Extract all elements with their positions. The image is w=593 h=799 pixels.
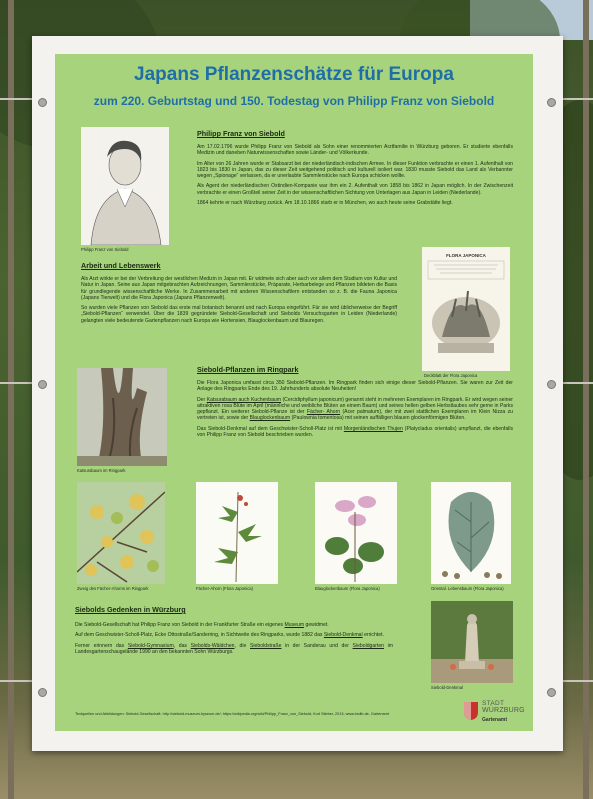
- gymnasium-link[interactable]: Siebold-Gymnasium: [127, 642, 174, 649]
- text: Auf dem Geschwister-Scholl-Platz, Ecke Ottostraße/Sanderring, in Sichtweite des Ringparks, wurde 1882 das: [75, 632, 324, 639]
- bolt: [38, 98, 47, 107]
- siebold-paragraph: 1864 kehrte er nach Würzburg zurück. Am 18.10.1866 starb er in München, wo auch heute seine Grabstätte liegt.: [197, 200, 453, 207]
- flora-caption: Deckblatt der Flora Japonica: [424, 373, 478, 378]
- gallery-caption: Oriental. Lebensbaum (Flora Japonica): [431, 586, 504, 591]
- text: (Acer palmatum), der mit zwei stattlichen Exemplaren im Klein Nizza zu vertreten ist, sowie der: [197, 409, 513, 422]
- text: in der Sanderau und der: [281, 642, 353, 649]
- ringpark-text: [197, 380, 513, 442]
- section-heading-ringpark: Siebold-Pflanzen im Ringpark: [197, 365, 299, 374]
- siebold-text: [197, 144, 513, 210]
- logo-text-gartenamt: Gartenamt: [482, 717, 508, 723]
- sources-footer: Textquellen und Abbildungen: Siebold-Gesellschaft: http://siebold-museum.byseum.de/; https://wikipedia.org/wiki/Philipp_Franz_von_Siebold, Kurt Stieber, 2013; www.biolib.de, Gartenamt: [75, 712, 389, 716]
- text: (Paulownia tomentosa) mit seinen auffälligen blauen glockenförmigen Blüten.: [290, 415, 466, 422]
- waeldchen-link[interactable]: Siebolds-Wäldchen: [190, 642, 235, 649]
- sign-subtitle: zum 220. Geburtstag und 150. Todestag von Philipp Franz von Siebold: [93, 94, 495, 108]
- coat-of-arms-icon: [463, 701, 479, 721]
- arbeit-paragraph: Als Arzt wirkte er bei der Verbreitung der westlichen Medizin in Japan mit. Er widmete sich aber auch vor allem dem Studium von Kultur und Natur in Japan. Seine aus Japan mitgebrachten Aufzeichnungen, Sammlerstücke, Präparate, Herbarbelege und Pflanzen bildeten die Basis für grundlegende wissenschaftliche Werke. In Zusammenarbeit mit anderen Wissenschaftlern entstanden so z. B. die Fauna Japonica (Japans Tierwelt) und die Flora Japonica (Japans Pflanzenwelt).: [81, 276, 397, 301]
- text: , die: [234, 642, 250, 649]
- thujen-link[interactable]: Morgenländischen Thujen: [343, 425, 403, 432]
- flora-cover-title: FLORA JAPONICA: [446, 253, 486, 258]
- bolt: [38, 380, 47, 389]
- text: , das: [173, 642, 191, 649]
- text: Der: [197, 396, 207, 403]
- logo-text-wuerzburg: WÜRZBURG: [482, 707, 525, 714]
- gallery-caption: Fächer-Ahorn (Flora Japonica): [196, 586, 254, 591]
- sieboldstrasse-link[interactable]: Sieboldstraße: [250, 642, 282, 649]
- bolt: [547, 688, 556, 697]
- lebensbaum-illustration: [431, 482, 511, 584]
- arbeit-paragraph: So wurden viele Pflanzen von Siebold das erste mal botanisch benannt und nach Europa eingeführt. Für sie wird üblicherweise der Begriff „Siebold-Pflanzen“ verwendet. Über die 1839 gegründete Siebold-Gesellschaft und Siebolds Versuchsgarten in Leiden (Niederlande) gelangten viele bedeutende Gartenpflanzen nach Europa wie Hortensien, Blauglockenbaum und Blauregen.: [81, 305, 397, 324]
- siebold-paragraph: Als Agent der niederländischen Ostindien-Kompanie war ihm ein 2. Aufenthalt von 1858 bis 1862 in Japan möglich. In der Zwischenzeit verbrachte er einen Großteil seiner Zeit in der wissenschaftlichen Sichtung von Unterlagen aus Japan in Leiden (Niederlande).: [197, 183, 513, 196]
- gedenken-paragraph: [75, 643, 393, 656]
- ringpark-paragraph: [197, 426, 513, 439]
- text: (Cercidiphyllum japonicum) genannt steht in mehreren Exemplaren im Ringpark. Er wird wegen seiner attraktiven rosa Blüte im April (männliche und weibliche Blüten an einem Baum) und seines hellen gelben Herbstlaubes sehr gerne in Parks gepflanzt. Ein weiterer Siebold-Pflanze ist der: [197, 396, 514, 416]
- text: gewidmet.: [304, 622, 329, 628]
- denkmal-caption: Siebold-Denkmal: [431, 685, 463, 690]
- siebold-paragraph: Im Alter von 26 Jahren wurde er Stabsarzt bei der niederländisch-indischen Armee. In dieser Funktion verbrachte er einen 1. Aufenthalt von 1823 bis 1830 in Japan, das zu dieser Zeit weitgehend politisch und kulturell isoliert war. 1830 musste Siebold das Land als Verbannter wegen „Spionage“ verlassen, da er unerlaubte Sammlerstücke nach Europa schicken wollte.: [197, 160, 513, 180]
- gedenken-paragraph: [75, 632, 393, 638]
- gallery-caption: Zweig des Fächer-Ahorns im Ringpark: [77, 586, 149, 591]
- portrait-caption: Philipp Franz von Siebold: [81, 247, 129, 252]
- bolt: [547, 380, 556, 389]
- museum-link[interactable]: Museum: [284, 622, 305, 628]
- ringpark-paragraph: Die Flora Japonica umfasst circa 350 Siebold-Pflanzen. Im Ringpark finden sich einige dieser Siebold-Pflanzen. Sie waren zur Zeit der Anlage des Ringparks Ende des 19. Jahrhunderts absolute Neuheiten!: [197, 380, 513, 393]
- text: Die Siebold-Gesellschaft hat Philipp Franz von Siebold in der Frankfurter Straße ein eigenes: [75, 622, 285, 628]
- gallery-caption: Blauglockenbaum (Flora Japonica): [315, 586, 380, 591]
- text: (Platycladus orientalis) umpflanzt, die ebenfalls von Philipp Franz von Siebold beschrieben wurden.: [197, 425, 513, 439]
- denkmal-link[interactable]: Siebold-Denkmal: [323, 632, 363, 639]
- section-heading-gedenken: Siebolds Gedenken in Würzburg: [75, 605, 186, 614]
- faecher-ahorn-link[interactable]: Fächer- Ahorn: [306, 409, 341, 416]
- katsura-link[interactable]: Katsurabaum auch Kuchenbaum: [206, 396, 281, 403]
- faecher-ahorn-illustration: [196, 482, 278, 584]
- section-heading-siebold: Philipp Franz von Siebold: [197, 129, 285, 138]
- ringpark-paragraph: [197, 397, 513, 422]
- gedenken-text: [75, 622, 393, 659]
- flora-japonica-cover-image: [422, 247, 510, 371]
- blauglockenbaum-illustration: [315, 482, 397, 584]
- sieboldgarten-link[interactable]: Sieboldgarten: [352, 642, 384, 649]
- stadt-wuerzburg-logo: [463, 699, 531, 727]
- content-panel: [55, 54, 533, 731]
- siebold-denkmal-photo: [431, 601, 513, 683]
- maple-branch-photo: [77, 482, 165, 584]
- logo-text-stadt: STADT: [482, 700, 505, 707]
- siebold-paragraph: Am 17.02.1796 wurde Philipp Franz von Siebold als Sohn einer renommierten Arztfamilie in Würzburg geboren. Er studierte ebenfalls Medizin und daneben Naturwissenschaften sowie Länder- und Völkerkunde.: [197, 144, 513, 157]
- bolt: [38, 688, 47, 697]
- blauglockenbaum-link[interactable]: Blauglockenbaum: [249, 415, 291, 422]
- section-heading-arbeit: Arbeit und Lebenswerk: [81, 261, 161, 270]
- gedenken-paragraph: [75, 622, 393, 628]
- text: Das Siebold-Denkmal auf dem Geschwister-Scholl-Platz ist mit: [197, 425, 344, 432]
- text: errichtet.: [362, 632, 384, 639]
- arbeit-text: [81, 276, 397, 328]
- bolt: [547, 98, 556, 107]
- katsura-tree-image: [77, 368, 167, 466]
- portrait-image: [81, 127, 169, 245]
- katsura-caption: Katsurabaum im Ringpark: [77, 468, 126, 473]
- sign-title: Japans Pflanzenschätze für Europa: [134, 64, 454, 85]
- text: im Landesgartenschaugelände 1990 an den bekannten Sohn Würzburgs.: [75, 642, 393, 655]
- text: Ferner erinnern das: [75, 642, 128, 649]
